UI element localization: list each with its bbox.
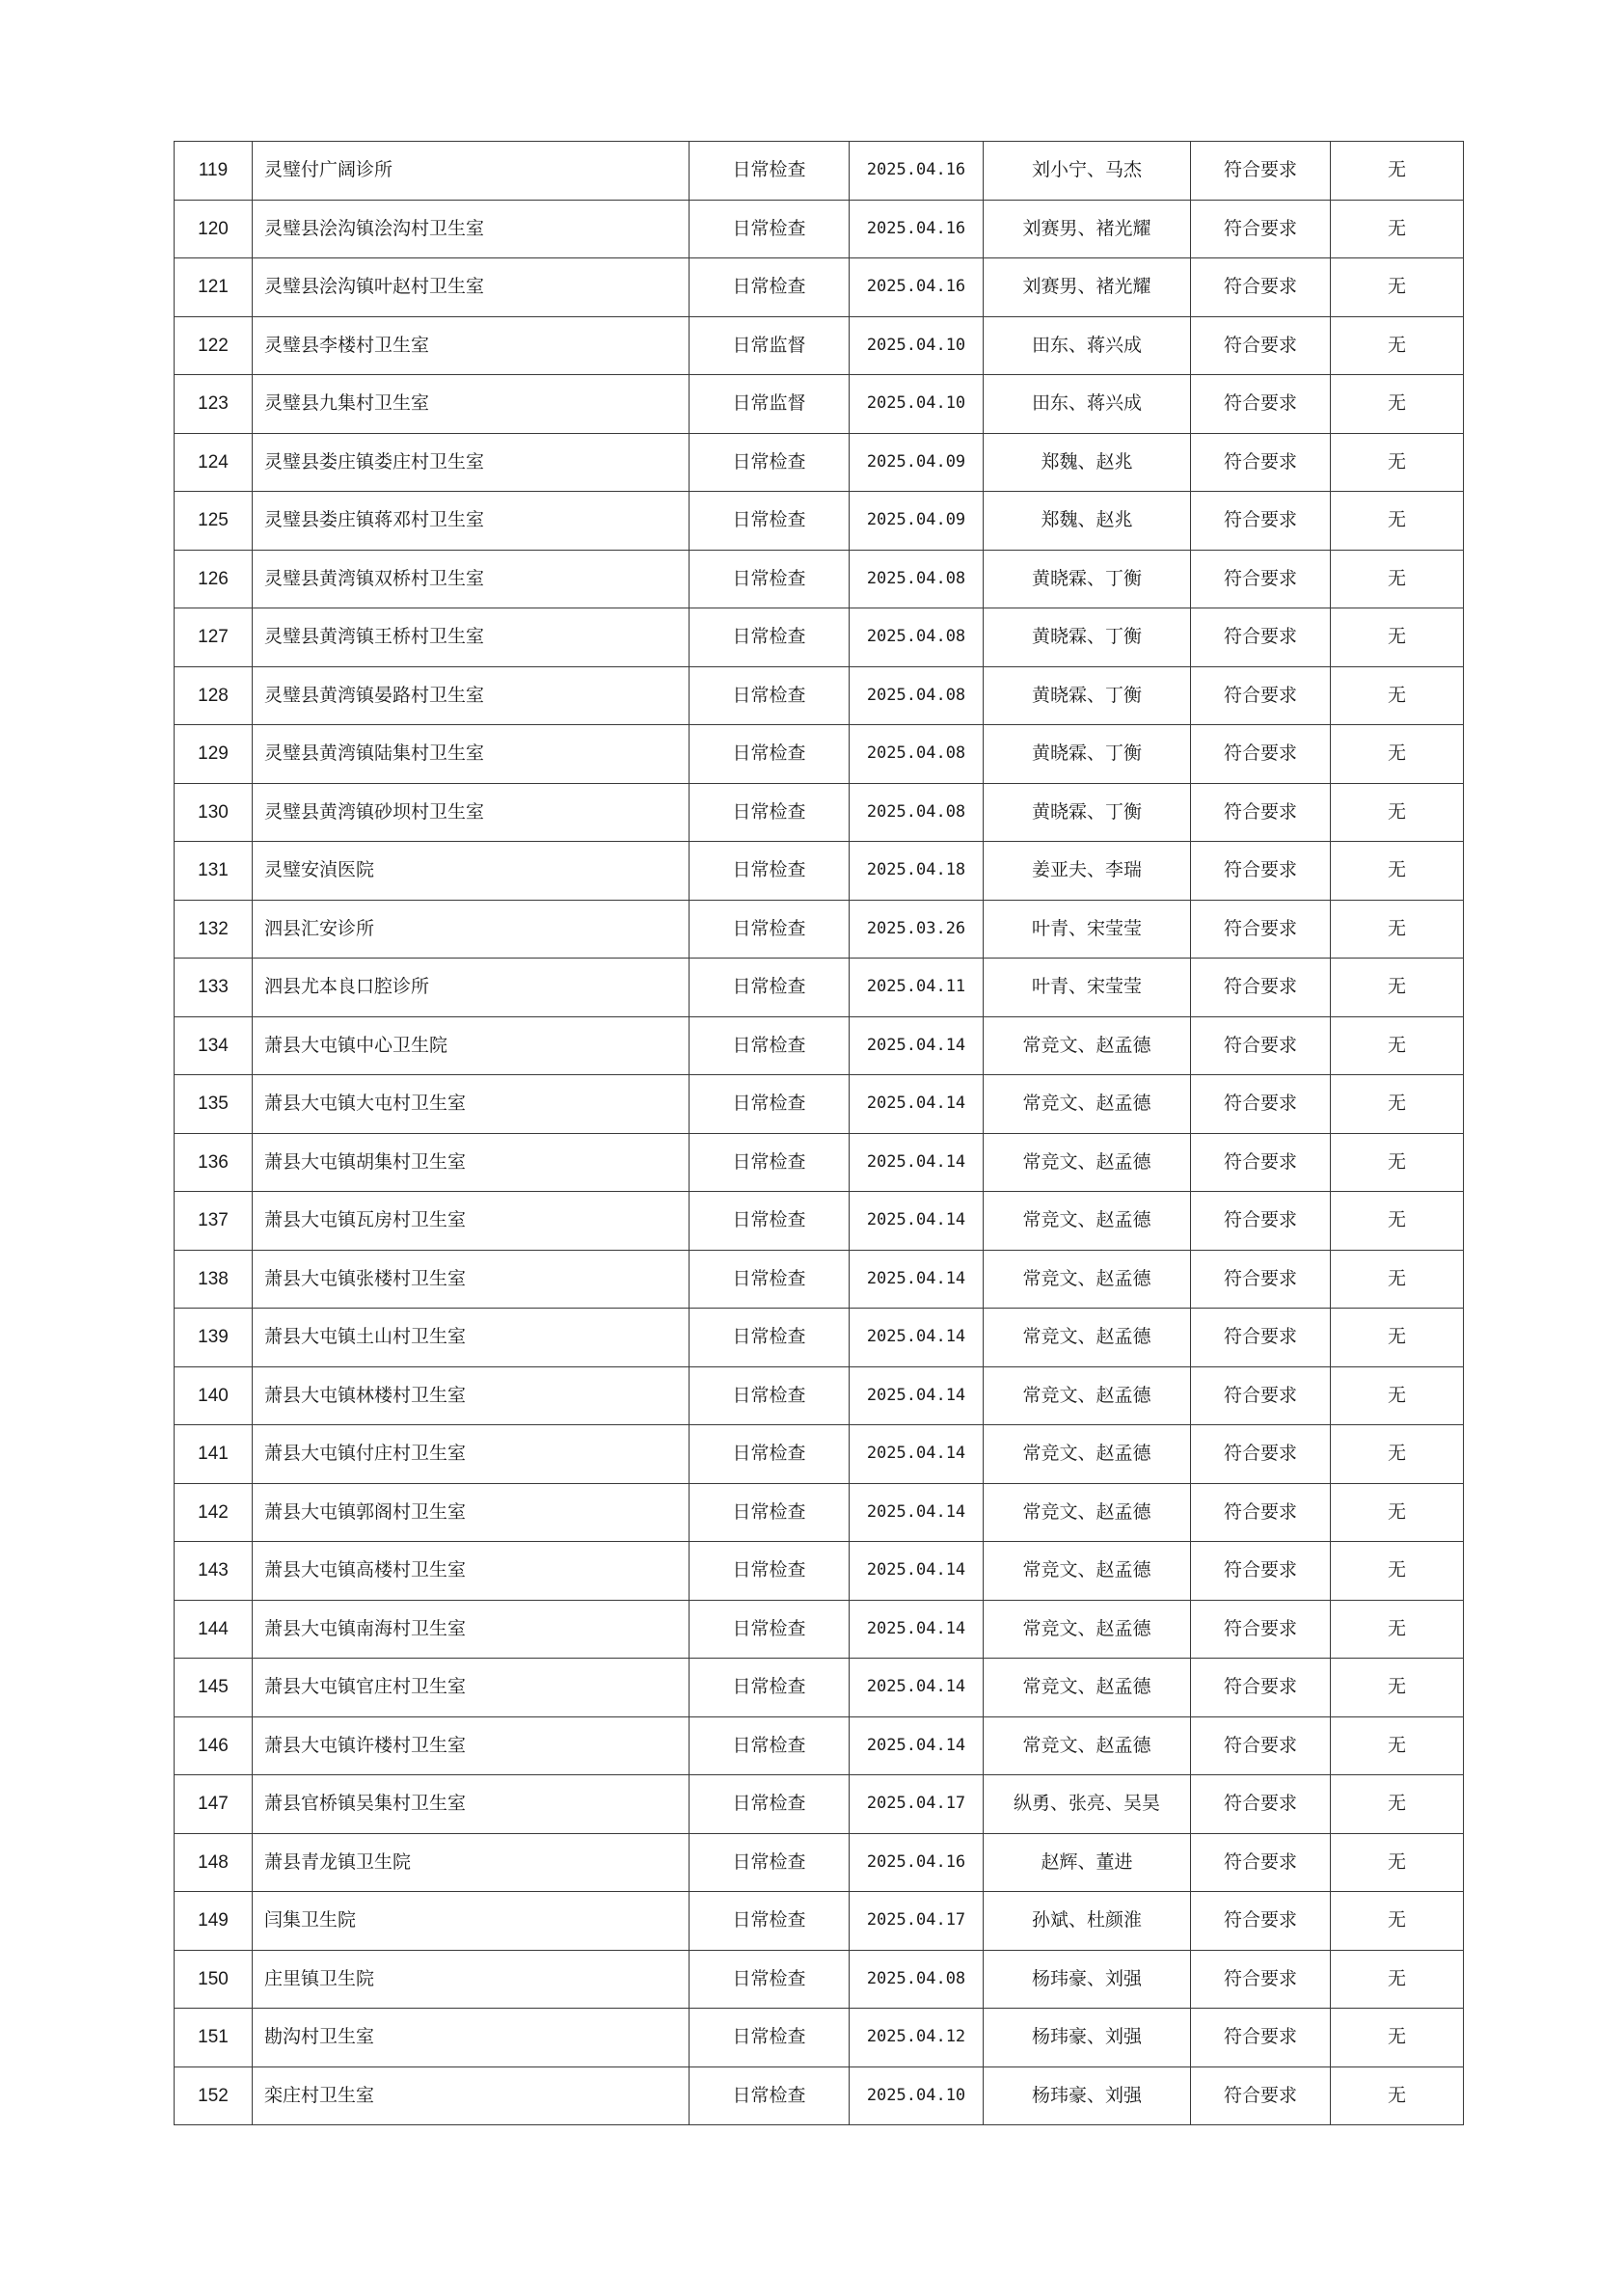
inspection-table	[174, 141, 1464, 2125]
row-number-cell: 138	[175, 1250, 253, 1309]
inspection-result-cell: 符合要求	[1191, 1366, 1331, 1425]
issues-found-cell: 无	[1331, 666, 1464, 725]
inspection-result-cell: 符合要求	[1191, 666, 1331, 725]
institution-name-cell: 灵璧县九集村卫生室	[253, 375, 690, 434]
inspection-date-cell: 2025.04.08	[850, 1950, 984, 2009]
table-row	[175, 492, 1464, 551]
inspectors-cell: 常竞文、赵孟德	[984, 1600, 1191, 1659]
inspection-result-cell: 符合要求	[1191, 2009, 1331, 2067]
row-number-cell: 131	[175, 842, 253, 901]
inspection-date-cell: 2025.04.14	[850, 1483, 984, 1542]
institution-name-cell: 萧县大屯镇土山村卫生室	[253, 1309, 690, 1367]
inspection-date-cell: 2025.04.14	[850, 1542, 984, 1601]
inspectors-cell: 常竞文、赵孟德	[984, 1483, 1191, 1542]
row-number-cell: 134	[175, 1016, 253, 1075]
inspection-result-cell: 符合要求	[1191, 1892, 1331, 1951]
institution-name-cell: 萧县大屯镇中心卫生院	[253, 1016, 690, 1075]
inspection-date-cell: 2025.04.14	[850, 1659, 984, 1717]
inspection-result-cell: 符合要求	[1191, 2066, 1331, 2125]
inspection-result-cell: 符合要求	[1191, 1309, 1331, 1367]
table-row	[175, 725, 1464, 784]
issues-found-cell: 无	[1331, 725, 1464, 784]
inspection-date-cell: 2025.04.14	[850, 1016, 984, 1075]
institution-name-cell: 萧县大屯镇许楼村卫生室	[253, 1716, 690, 1775]
issues-found-cell: 无	[1331, 492, 1464, 551]
issues-found-cell: 无	[1331, 2066, 1464, 2125]
institution-name-cell: 灵璧县黄湾镇砂坝村卫生室	[253, 783, 690, 842]
inspectors-cell: 叶青、宋莹莹	[984, 900, 1191, 959]
inspection-result-cell: 符合要求	[1191, 1075, 1331, 1134]
inspection-result-cell: 符合要求	[1191, 900, 1331, 959]
row-number-cell: 132	[175, 900, 253, 959]
inspectors-cell: 郑魏、赵兆	[984, 433, 1191, 492]
inspection-date-cell: 2025.04.14	[850, 1716, 984, 1775]
inspection-type-cell: 日常检查	[690, 1425, 850, 1484]
table-row	[175, 316, 1464, 375]
row-number-cell: 124	[175, 433, 253, 492]
issues-found-cell: 无	[1331, 1775, 1464, 1834]
issues-found-cell: 无	[1331, 1892, 1464, 1951]
inspectors-cell: 纵勇、张亮、吴昊	[984, 1775, 1191, 1834]
table-row	[175, 783, 1464, 842]
inspection-type-cell: 日常检查	[690, 666, 850, 725]
row-number-cell: 127	[175, 608, 253, 667]
institution-name-cell: 萧县大屯镇林楼村卫生室	[253, 1366, 690, 1425]
table-row	[175, 375, 1464, 434]
inspectors-cell: 常竞文、赵孟德	[984, 1075, 1191, 1134]
inspection-type-cell: 日常检查	[690, 1309, 850, 1367]
row-number-cell: 122	[175, 316, 253, 375]
row-number-cell: 128	[175, 666, 253, 725]
table-row	[175, 1716, 1464, 1775]
row-number-cell: 136	[175, 1133, 253, 1192]
inspection-date-cell: 2025.04.14	[850, 1133, 984, 1192]
issues-found-cell: 无	[1331, 316, 1464, 375]
inspection-type-cell: 日常检查	[690, 142, 850, 201]
issues-found-cell: 无	[1331, 200, 1464, 258]
table-row	[175, 2066, 1464, 2125]
row-number-cell: 137	[175, 1192, 253, 1251]
inspectors-cell: 田东、蒋兴成	[984, 375, 1191, 434]
inspection-date-cell: 2025.04.11	[850, 959, 984, 1017]
inspection-type-cell: 日常检查	[690, 1483, 850, 1542]
table-row	[175, 842, 1464, 901]
institution-name-cell: 萧县大屯镇胡集村卫生室	[253, 1133, 690, 1192]
inspectors-cell: 杨玮豪、刘强	[984, 2066, 1191, 2125]
institution-name-cell: 栾庄村卫生室	[253, 2066, 690, 2125]
institution-name-cell: 灵璧县娄庄镇蒋邓村卫生室	[253, 492, 690, 551]
issues-found-cell: 无	[1331, 1133, 1464, 1192]
row-number-cell: 119	[175, 142, 253, 201]
inspectors-cell: 黄晓霖、丁衡	[984, 666, 1191, 725]
inspection-result-cell: 符合要求	[1191, 1133, 1331, 1192]
inspection-type-cell: 日常检查	[690, 492, 850, 551]
institution-name-cell: 灵璧付广阔诊所	[253, 142, 690, 201]
inspection-type-cell: 日常检查	[690, 959, 850, 1017]
inspection-date-cell: 2025.04.14	[850, 1309, 984, 1367]
inspection-date-cell: 2025.04.10	[850, 316, 984, 375]
row-number-cell: 139	[175, 1309, 253, 1367]
inspection-type-cell: 日常检查	[690, 1950, 850, 2009]
institution-name-cell: 萧县大屯镇瓦房村卫生室	[253, 1192, 690, 1251]
inspection-result-cell: 符合要求	[1191, 1425, 1331, 1484]
inspection-date-cell: 2025.04.14	[850, 1425, 984, 1484]
inspection-date-cell: 2025.04.14	[850, 1075, 984, 1134]
institution-name-cell: 灵璧县浍沟镇浍沟村卫生室	[253, 200, 690, 258]
institution-name-cell: 萧县大屯镇付庄村卫生室	[253, 1425, 690, 1484]
inspection-type-cell: 日常检查	[690, 258, 850, 317]
inspectors-cell: 黄晓霖、丁衡	[984, 725, 1191, 784]
inspection-result-cell: 符合要求	[1191, 375, 1331, 434]
inspection-type-cell: 日常检查	[690, 1192, 850, 1251]
inspection-result-cell: 符合要求	[1191, 725, 1331, 784]
row-number-cell: 142	[175, 1483, 253, 1542]
inspection-date-cell: 2025.04.10	[850, 375, 984, 434]
inspectors-cell: 杨玮豪、刘强	[984, 2009, 1191, 2067]
inspectors-cell: 常竞文、赵孟德	[984, 1659, 1191, 1717]
inspection-type-cell: 日常检查	[690, 1892, 850, 1951]
inspection-type-cell: 日常监督	[690, 316, 850, 375]
institution-name-cell: 泗县尤本良口腔诊所	[253, 959, 690, 1017]
table-row	[175, 1775, 1464, 1834]
institution-name-cell: 萧县官桥镇吴集村卫生室	[253, 1775, 690, 1834]
issues-found-cell: 无	[1331, 1016, 1464, 1075]
inspection-date-cell: 2025.04.17	[850, 1775, 984, 1834]
inspectors-cell: 常竞文、赵孟德	[984, 1133, 1191, 1192]
institution-name-cell: 萧县大屯镇郭阁村卫生室	[253, 1483, 690, 1542]
institution-name-cell: 灵璧县娄庄镇娄庄村卫生室	[253, 433, 690, 492]
inspection-type-cell: 日常检查	[690, 842, 850, 901]
inspection-date-cell: 2025.04.12	[850, 2009, 984, 2067]
table-row	[175, 433, 1464, 492]
inspectors-cell: 常竞文、赵孟德	[984, 1425, 1191, 1484]
inspection-type-cell: 日常检查	[690, 550, 850, 608]
issues-found-cell: 无	[1331, 258, 1464, 317]
inspection-type-cell: 日常检查	[690, 1775, 850, 1834]
row-number-cell: 150	[175, 1950, 253, 2009]
inspection-date-cell: 2025.04.16	[850, 142, 984, 201]
inspection-result-cell: 符合要求	[1191, 1250, 1331, 1309]
inspectors-cell: 黄晓霖、丁衡	[984, 550, 1191, 608]
inspection-date-cell: 2025.04.08	[850, 550, 984, 608]
issues-found-cell: 无	[1331, 842, 1464, 901]
inspection-result-cell: 符合要求	[1191, 1833, 1331, 1892]
inspection-result-cell: 符合要求	[1191, 1950, 1331, 2009]
institution-name-cell: 萧县大屯镇高楼村卫生室	[253, 1542, 690, 1601]
inspectors-cell: 常竞文、赵孟德	[984, 1309, 1191, 1367]
inspection-type-cell: 日常检查	[690, 200, 850, 258]
inspectors-cell: 黄晓霖、丁衡	[984, 783, 1191, 842]
row-number-cell: 144	[175, 1600, 253, 1659]
institution-name-cell: 灵璧安湞医院	[253, 842, 690, 901]
inspection-date-cell: 2025.04.14	[850, 1192, 984, 1251]
inspection-type-cell: 日常检查	[690, 1833, 850, 1892]
inspectors-cell: 常竞文、赵孟德	[984, 1192, 1191, 1251]
table-row	[175, 1659, 1464, 1717]
inspection-date-cell: 2025.04.16	[850, 1833, 984, 1892]
inspectors-cell: 郑魏、赵兆	[984, 492, 1191, 551]
inspection-type-cell: 日常检查	[690, 1016, 850, 1075]
institution-name-cell: 灵璧县浍沟镇叶赵村卫生室	[253, 258, 690, 317]
inspection-result-cell: 符合要求	[1191, 1600, 1331, 1659]
issues-found-cell: 无	[1331, 900, 1464, 959]
inspectors-cell: 常竞文、赵孟德	[984, 1716, 1191, 1775]
institution-name-cell: 萧县青龙镇卫生院	[253, 1833, 690, 1892]
inspection-result-cell: 符合要求	[1191, 1542, 1331, 1601]
row-number-cell: 143	[175, 1542, 253, 1601]
table-row	[175, 608, 1464, 667]
inspectors-cell: 常竞文、赵孟德	[984, 1542, 1191, 1601]
issues-found-cell: 无	[1331, 959, 1464, 1017]
table-row	[175, 1250, 1464, 1309]
institution-name-cell: 萧县大屯镇官庄村卫生室	[253, 1659, 690, 1717]
inspection-result-cell: 符合要求	[1191, 842, 1331, 901]
inspection-result-cell: 符合要求	[1191, 258, 1331, 317]
inspection-result-cell: 符合要求	[1191, 959, 1331, 1017]
inspection-result-cell: 符合要求	[1191, 550, 1331, 608]
inspection-type-cell: 日常检查	[690, 2066, 850, 2125]
row-number-cell: 141	[175, 1425, 253, 1484]
inspection-type-cell: 日常检查	[690, 900, 850, 959]
row-number-cell: 123	[175, 375, 253, 434]
row-number-cell: 145	[175, 1659, 253, 1717]
inspection-result-cell: 符合要求	[1191, 1775, 1331, 1834]
inspection-date-cell: 2025.04.16	[850, 258, 984, 317]
inspectors-cell: 刘赛男、褚光耀	[984, 200, 1191, 258]
inspection-type-cell: 日常检查	[690, 2009, 850, 2067]
table-row	[175, 1950, 1464, 2009]
issues-found-cell: 无	[1331, 608, 1464, 667]
inspection-result-cell: 符合要求	[1191, 608, 1331, 667]
inspection-result-cell: 符合要求	[1191, 1016, 1331, 1075]
inspection-result-cell: 符合要求	[1191, 1659, 1331, 1717]
issues-found-cell: 无	[1331, 142, 1464, 201]
institution-name-cell: 萧县大屯镇张楼村卫生室	[253, 1250, 690, 1309]
inspection-date-cell: 2025.04.10	[850, 2066, 984, 2125]
issues-found-cell: 无	[1331, 1425, 1464, 1484]
issues-found-cell: 无	[1331, 1483, 1464, 1542]
issues-found-cell: 无	[1331, 1192, 1464, 1251]
inspectors-cell: 常竞文、赵孟德	[984, 1250, 1191, 1309]
row-number-cell: 149	[175, 1892, 253, 1951]
institution-name-cell: 泗县汇安诊所	[253, 900, 690, 959]
row-number-cell: 146	[175, 1716, 253, 1775]
row-number-cell: 120	[175, 200, 253, 258]
inspection-date-cell: 2025.04.18	[850, 842, 984, 901]
issues-found-cell: 无	[1331, 1716, 1464, 1775]
inspection-table-body	[175, 142, 1464, 2125]
table-row	[175, 1075, 1464, 1134]
table-row	[175, 666, 1464, 725]
inspection-result-cell: 符合要求	[1191, 1192, 1331, 1251]
inspectors-cell: 常竞文、赵孟德	[984, 1366, 1191, 1425]
inspection-type-cell: 日常检查	[690, 1250, 850, 1309]
inspection-type-cell: 日常检查	[690, 1659, 850, 1717]
issues-found-cell: 无	[1331, 375, 1464, 434]
inspection-type-cell: 日常检查	[690, 1366, 850, 1425]
inspectors-cell: 姜亚夫、李瑞	[984, 842, 1191, 901]
inspection-date-cell: 2025.04.08	[850, 783, 984, 842]
inspection-result-cell: 符合要求	[1191, 1716, 1331, 1775]
inspection-type-cell: 日常检查	[690, 1133, 850, 1192]
inspection-type-cell: 日常检查	[690, 608, 850, 667]
institution-name-cell: 灵璧县黄湾镇双桥村卫生室	[253, 550, 690, 608]
inspection-date-cell: 2025.04.14	[850, 1600, 984, 1659]
inspection-date-cell: 2025.04.14	[850, 1366, 984, 1425]
institution-name-cell: 勘沟村卫生室	[253, 2009, 690, 2067]
inspection-type-cell: 日常检查	[690, 1716, 850, 1775]
inspection-type-cell: 日常检查	[690, 725, 850, 784]
institution-name-cell: 闫集卫生院	[253, 1892, 690, 1951]
issues-found-cell: 无	[1331, 1366, 1464, 1425]
table-row	[175, 1016, 1464, 1075]
table-row	[175, 1892, 1464, 1951]
inspectors-cell: 田东、蒋兴成	[984, 316, 1191, 375]
inspectors-cell: 叶青、宋莹莹	[984, 959, 1191, 1017]
row-number-cell: 147	[175, 1775, 253, 1834]
inspection-date-cell: 2025.04.09	[850, 492, 984, 551]
inspection-type-cell: 日常检查	[690, 783, 850, 842]
inspectors-cell: 常竞文、赵孟德	[984, 1016, 1191, 1075]
institution-name-cell: 庄里镇卫生院	[253, 1950, 690, 2009]
inspectors-cell: 黄晓霖、丁衡	[984, 608, 1191, 667]
inspection-result-cell: 符合要求	[1191, 316, 1331, 375]
row-number-cell: 140	[175, 1366, 253, 1425]
table-row	[175, 1309, 1464, 1367]
table-row	[175, 550, 1464, 608]
inspectors-cell: 孙斌、杜颜淮	[984, 1892, 1191, 1951]
inspection-type-cell: 日常监督	[690, 375, 850, 434]
inspection-date-cell: 2025.04.17	[850, 1892, 984, 1951]
issues-found-cell: 无	[1331, 433, 1464, 492]
row-number-cell: 125	[175, 492, 253, 551]
table-row	[175, 1366, 1464, 1425]
table-row	[175, 142, 1464, 201]
row-number-cell: 135	[175, 1075, 253, 1134]
table-row	[175, 2009, 1464, 2067]
inspection-result-cell: 符合要求	[1191, 200, 1331, 258]
issues-found-cell: 无	[1331, 1833, 1464, 1892]
issues-found-cell: 无	[1331, 1250, 1464, 1309]
issues-found-cell: 无	[1331, 2009, 1464, 2067]
inspectors-cell: 赵辉、董进	[984, 1833, 1191, 1892]
issues-found-cell: 无	[1331, 1950, 1464, 2009]
row-number-cell: 121	[175, 258, 253, 317]
table-row	[175, 1133, 1464, 1192]
inspection-date-cell: 2025.04.08	[850, 666, 984, 725]
institution-name-cell: 萧县大屯镇大屯村卫生室	[253, 1075, 690, 1134]
institution-name-cell: 灵璧县黄湾镇晏路村卫生室	[253, 666, 690, 725]
issues-found-cell: 无	[1331, 1309, 1464, 1367]
inspection-date-cell: 2025.03.26	[850, 900, 984, 959]
row-number-cell: 151	[175, 2009, 253, 2067]
institution-name-cell: 灵璧县李楼村卫生室	[253, 316, 690, 375]
table-row	[175, 959, 1464, 1017]
row-number-cell: 126	[175, 550, 253, 608]
inspection-date-cell: 2025.04.08	[850, 608, 984, 667]
table-row	[175, 200, 1464, 258]
row-number-cell: 152	[175, 2066, 253, 2125]
row-number-cell: 148	[175, 1833, 253, 1892]
issues-found-cell: 无	[1331, 1659, 1464, 1717]
issues-found-cell: 无	[1331, 1542, 1464, 1601]
issues-found-cell: 无	[1331, 1075, 1464, 1134]
inspectors-cell: 杨玮豪、刘强	[984, 1950, 1191, 2009]
table-row	[175, 1483, 1464, 1542]
institution-name-cell: 灵璧县黄湾镇陆集村卫生室	[253, 725, 690, 784]
table-row	[175, 900, 1464, 959]
inspection-date-cell: 2025.04.14	[850, 1250, 984, 1309]
inspection-result-cell: 符合要求	[1191, 783, 1331, 842]
inspection-type-cell: 日常检查	[690, 1075, 850, 1134]
issues-found-cell: 无	[1331, 550, 1464, 608]
table-row	[175, 1600, 1464, 1659]
institution-name-cell: 萧县大屯镇南海村卫生室	[253, 1600, 690, 1659]
inspection-date-cell: 2025.04.08	[850, 725, 984, 784]
institution-name-cell: 灵璧县黄湾镇王桥村卫生室	[253, 608, 690, 667]
inspection-result-cell: 符合要求	[1191, 1483, 1331, 1542]
table-row	[175, 1833, 1464, 1892]
inspection-date-cell: 2025.04.16	[850, 200, 984, 258]
inspection-result-cell: 符合要求	[1191, 142, 1331, 201]
inspectors-cell: 刘小宁、马杰	[984, 142, 1191, 201]
row-number-cell: 133	[175, 959, 253, 1017]
inspection-date-cell: 2025.04.09	[850, 433, 984, 492]
inspection-type-cell: 日常检查	[690, 1600, 850, 1659]
inspection-result-cell: 符合要求	[1191, 433, 1331, 492]
row-number-cell: 130	[175, 783, 253, 842]
table-row	[175, 1542, 1464, 1601]
inspection-type-cell: 日常检查	[690, 1542, 850, 1601]
issues-found-cell: 无	[1331, 1600, 1464, 1659]
table-row	[175, 1425, 1464, 1484]
inspection-type-cell: 日常检查	[690, 433, 850, 492]
row-number-cell: 129	[175, 725, 253, 784]
inspection-result-cell: 符合要求	[1191, 492, 1331, 551]
issues-found-cell: 无	[1331, 783, 1464, 842]
inspectors-cell: 刘赛男、褚光耀	[984, 258, 1191, 317]
table-row	[175, 258, 1464, 317]
table-row	[175, 1192, 1464, 1251]
